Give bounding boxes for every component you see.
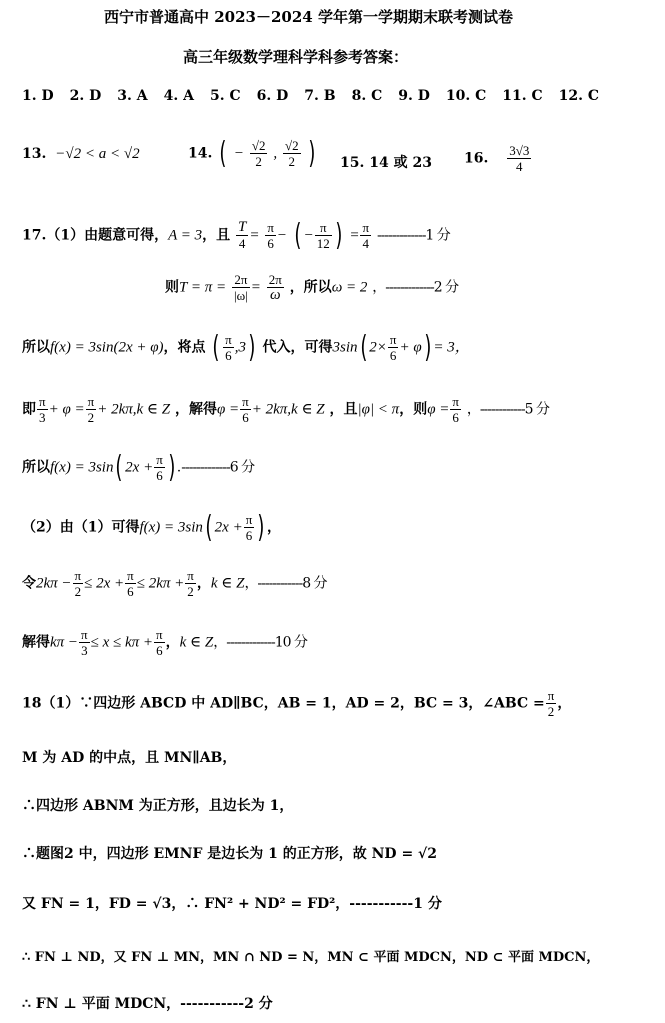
q18-line1: 18（1）∵四边形 ABCD 中 AD∥BC，AB = 1，AD = 2，BC = 3，∠ABC = $\frac{\pi}{2}$ ， xyxy=(22,688,572,719)
page-title: 西宁市普通高中 2023－2024 学年第一学期期末联考测试卷 xyxy=(104,8,513,26)
mc-answer-12: 12. C xyxy=(558,88,600,104)
mc-answer-1: 1. D xyxy=(22,88,54,104)
q17-line3: 所以f(x) = 3sin(2x + φ)，将点 ( $\frac{\pi}{6}$ ,3) 代入，可得3sin( 2× $\frac{\pi}{6}$ + φ) = 3， xyxy=(22,330,470,365)
mc-answers xyxy=(22,88,615,104)
q18-line5: 又 FN = 1，FD = √3，∴ FN² + ND² = FD²，-----------1 分 xyxy=(22,896,442,912)
q14-frac1: $\frac{√2}{2}$ xyxy=(251,138,266,169)
q17-line8: 解得kπ − $\frac{\pi}{3}$ ≤ x ≤ kπ + $\frac{\pi}{6}$ ，k ∈ Z，-------------10 分 xyxy=(22,627,307,658)
q16 xyxy=(464,143,532,174)
q18-line6: ∴ FN ⊥ ND，又 FN ⊥ MN，MN ∩ ND = N，MN ⊂ 平面 MDCN，ND ⊂ 平面 MDCN， xyxy=(22,950,600,965)
q18-line4: ∴题图2 中，四边形 EMNF 是边长为 1 的正方形，故 ND = √2 xyxy=(22,846,437,862)
q18-line2: M 为 AD 的中点，且 MN∥AB， xyxy=(22,750,237,766)
mc-answer-11: 11. C xyxy=(502,88,543,104)
mc-answer-9: 9. D xyxy=(398,88,430,104)
q17-line5: 所以f(x) = 3sin( 2x + $\frac{\pi}{6}$ ) .-------------6 分 xyxy=(22,450,255,485)
mc-answer-2: 2. D xyxy=(69,88,102,104)
mc-answer-3: 3. A xyxy=(117,88,148,104)
mc-answer-5: 5. C xyxy=(210,88,241,104)
q17-line1: 17.（1）由题意可得，A = 3，且 $\frac{T}{4}$ = $\frac{\pi}{6}$ − ( − $\frac{\pi}{12}$ ) = $\frac{\pi}{4}$ -------------1 分 xyxy=(22,218,450,253)
q17-line2: 则T = π = $\frac{2\pi}{|\omega|}$ = $\frac{2\pi}{\omega}$ ，所以ω = 2 ，-------------2 分 xyxy=(165,272,459,303)
q14-frac2: $\frac{√2}{2}$ xyxy=(284,138,299,169)
q18-line3: ∴四边形 ABNM 为正方形，且边长为 1， xyxy=(22,798,294,814)
q14: 14. ( − $\frac{√2}{2}$ , $\frac{√2}{2}$ ) xyxy=(188,136,316,171)
page-subtitle: 高三年级数学理科学科参考答案： xyxy=(183,48,409,66)
q15-answer: 15. 14 或 23 xyxy=(340,155,432,171)
mc-answer-8: 8. C xyxy=(351,88,383,104)
q17-line6: （2）由（1）可得f(x) = 3sin( 2x + $\frac{\pi}{6}$ ) ， xyxy=(22,510,281,545)
q17-line7: 令2kπ − $\frac{\pi}{2}$ ≤ 2x + $\frac{\pi}{6}$ ≤ 2kπ + $\frac{\pi}{2}$ ，k ∈ Z，------------8 分 xyxy=(22,568,327,599)
fill-answers xyxy=(22,146,140,163)
q14-label: 14. xyxy=(188,145,213,162)
q16-frac: $\frac{3√3}{4}$ xyxy=(509,143,530,174)
mc-answer-10: 10. C xyxy=(445,88,487,104)
q17-line4: 即 $\frac{\pi}{3}$ + φ = $\frac{\pi}{2}$ + 2kπ,k ∈ Z ，解得φ = $\frac{\pi}{6}$ + 2kπ,k ∈ Z ，且|φ| < π，则φ = $\frac{\pi}{6}$ ，------------5 分 xyxy=(22,394,549,425)
q13-answer: −√2 < a < √2 xyxy=(55,146,140,162)
mc-answer-7: 7. B xyxy=(304,88,336,104)
q18-line7: ∴ FN ⊥ 平面 MDCN，-----------2 分 xyxy=(22,996,273,1012)
q16-label: 16. xyxy=(464,150,489,167)
mc-answer-6: 6. D xyxy=(256,88,289,104)
mc-answer-4: 4. A xyxy=(163,88,194,104)
q13-label: 13. xyxy=(22,146,47,162)
